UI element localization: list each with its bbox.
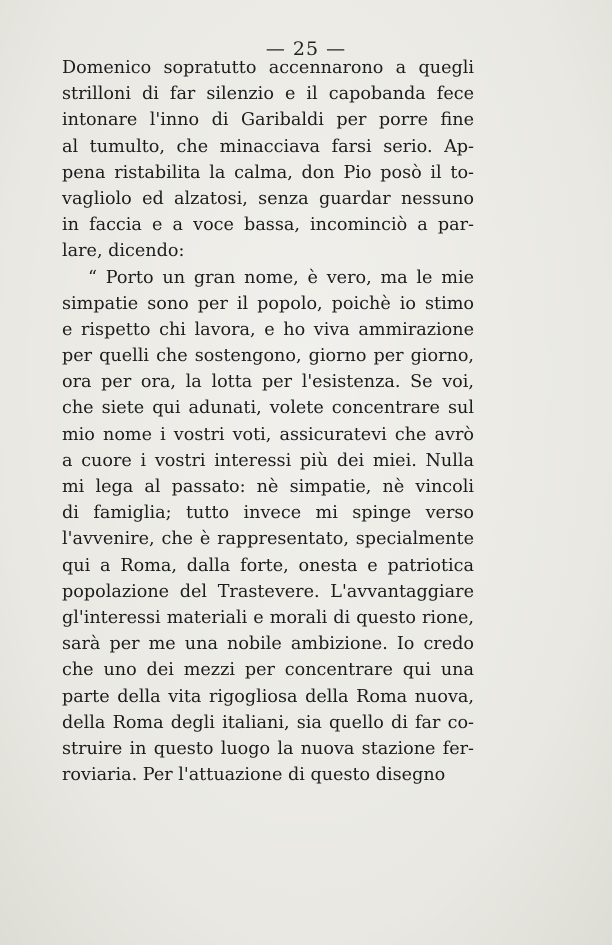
text-line: parte della vita rigogliosa della Roma nuova, bbox=[62, 686, 474, 707]
text-line: sarà per me una nobile ambizione. Io credo bbox=[62, 634, 474, 655]
text-line: qui a Roma, dalla forte, onesta e patriotica bbox=[62, 555, 474, 576]
text-line: di famiglia; tutto invece mi spinge verso bbox=[62, 503, 474, 524]
text-line: lare, dicendo: bbox=[62, 241, 185, 262]
text-line: intonare l'inno di Garibaldi per porre fine bbox=[62, 110, 474, 131]
text-line: simpatie sono per il popolo, poichè io stimo bbox=[62, 293, 474, 314]
text-line: ora per ora, la lotta per l'esistenza. Se voi, bbox=[62, 372, 474, 393]
text-line: popolazione del Trastevere. L'avvantaggiare bbox=[62, 581, 474, 602]
text-line: per quelli che sostengono, giorno per giorno, bbox=[62, 346, 474, 367]
page-number: — 25 — bbox=[265, 38, 347, 60]
text-line: che siete qui adunati, volete concentrare sul bbox=[62, 398, 474, 419]
text-line: che uno dei mezzi per concentrare qui una bbox=[62, 660, 474, 681]
text-line: in faccia e a voce bassa, incominciò a par- bbox=[62, 215, 474, 236]
text-line: mio nome i vostri voti, assicuratevi che avrò bbox=[62, 424, 474, 445]
text-line: e rispetto chi lavora, e ho viva ammirazione bbox=[62, 319, 474, 340]
text-line: della Roma degli italiani, sia quello di far co- bbox=[62, 712, 474, 733]
text-line: a cuore i vostri interessi più dei miei. Nulla bbox=[62, 450, 474, 471]
text-line: mi lega al passato: nè simpatie, nè vincoli bbox=[62, 477, 474, 497]
text-line: l'avvenire, che è rappresentato, specialmente bbox=[62, 529, 474, 550]
text-line: Domenico sopratutto accennarono a quegli bbox=[62, 58, 474, 78]
text-line: pena ristabilita la calma, don Pio posò il to- bbox=[62, 162, 474, 183]
body-text bbox=[62, 55, 474, 788]
text-line: gl'interessi materiali e morali di questo rione, bbox=[62, 607, 474, 628]
text-line: roviaria. Per l'attuazione di questo disegno bbox=[62, 765, 446, 786]
text-line: vagliolo ed alzatosi, senza guardar nessuno bbox=[62, 188, 474, 209]
text-line: struire in questo luogo la nuova stazione fer- bbox=[62, 738, 474, 759]
text-line: al tumulto, che minacciava farsi serio. Ap- bbox=[62, 136, 474, 157]
text-line: strilloni di far silenzio e il capobanda fece bbox=[62, 84, 474, 105]
text-line: “ Porto un gran nome, è vero, ma le mie bbox=[88, 267, 474, 288]
